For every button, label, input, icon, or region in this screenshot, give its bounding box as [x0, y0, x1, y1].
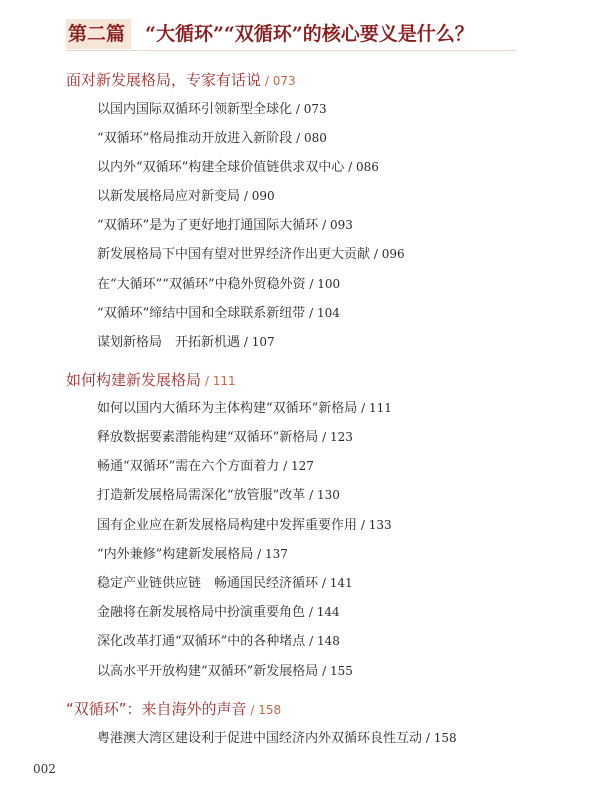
part-header [66, 18, 516, 51]
section-heading[interactable] [66, 70, 296, 91]
toc-item[interactable]: 国有企业应在新发展格局构建中发挥重要作用 / 133 [97, 518, 392, 533]
toc-item[interactable]: 谋划新格局 开拓新机遇 / 107 [97, 335, 275, 350]
part-label: 第二篇 [66, 19, 131, 49]
toc-item[interactable]: 在“大循环”“双循环”中稳外贸稳外资 / 100 [97, 277, 341, 292]
toc-item[interactable]: 以国内国际双循环引领新型全球化 / 073 [97, 102, 327, 117]
page-number: 002 [33, 762, 56, 776]
toc-item[interactable]: 稳定产业链供应链 畅通国民经济循环 / 141 [97, 576, 353, 591]
section-heading[interactable] [66, 699, 281, 720]
toc-item[interactable]: “双循环”是为了更好地打通国际大循环 / 093 [97, 218, 353, 233]
section-page: / 158 [246, 703, 282, 717]
toc-item[interactable]: 释放数据要素潜能构建“双循环”新格局 / 123 [97, 430, 353, 445]
toc-item[interactable]: 以新发展格局应对新变局 / 090 [97, 189, 275, 204]
toc-item[interactable]: 金融将在新发展格局中扮演重要角色 / 144 [97, 605, 340, 620]
section-title: 如何构建新发展格局 [66, 371, 202, 389]
toc-item[interactable]: 以内外“双循环”构建全球价值链供求双中心 / 086 [97, 160, 379, 175]
toc-item[interactable]: 粤港澳大湾区建设利于促进中国经济内外双循环良性互动 / 158 [97, 731, 457, 746]
toc-item[interactable]: 如何以国内大循环为主体构建“双循环”新格局 / 111 [97, 401, 392, 416]
toc-item[interactable]: 以高水平开放构建“双循环”新发展格局 / 155 [97, 664, 353, 679]
part-title: “大循环”“双循环”的核心要义是什么？ [145, 23, 474, 45]
section-heading[interactable] [66, 370, 236, 391]
toc-item[interactable]: “双循环”缔结中国和全球联系新纽带 / 104 [97, 306, 340, 321]
toc-item[interactable]: “双循环”格局推动开放进入新阶段 / 080 [97, 131, 327, 146]
section-title: 面对新发展格局，专家有话说 [66, 71, 262, 89]
section-title: “双循环”：来自海外的声音 [66, 700, 247, 718]
section-page: / 111 [201, 374, 236, 388]
toc-item[interactable]: 深化改革打通“双循环”中的各种堵点 / 148 [97, 634, 340, 649]
toc-item[interactable]: 畅通“双循环”需在六个方面着力 / 127 [97, 459, 314, 474]
section-page: / 073 [261, 74, 296, 88]
toc-item[interactable]: 新发展格局下中国有望对世界经济作出更大贡献 / 096 [97, 247, 405, 262]
toc-item[interactable]: 打造新发展格局需深化“放管服”改革 / 130 [97, 488, 340, 503]
toc-item[interactable]: “内外兼修”构建新发展格局 / 137 [97, 547, 288, 562]
